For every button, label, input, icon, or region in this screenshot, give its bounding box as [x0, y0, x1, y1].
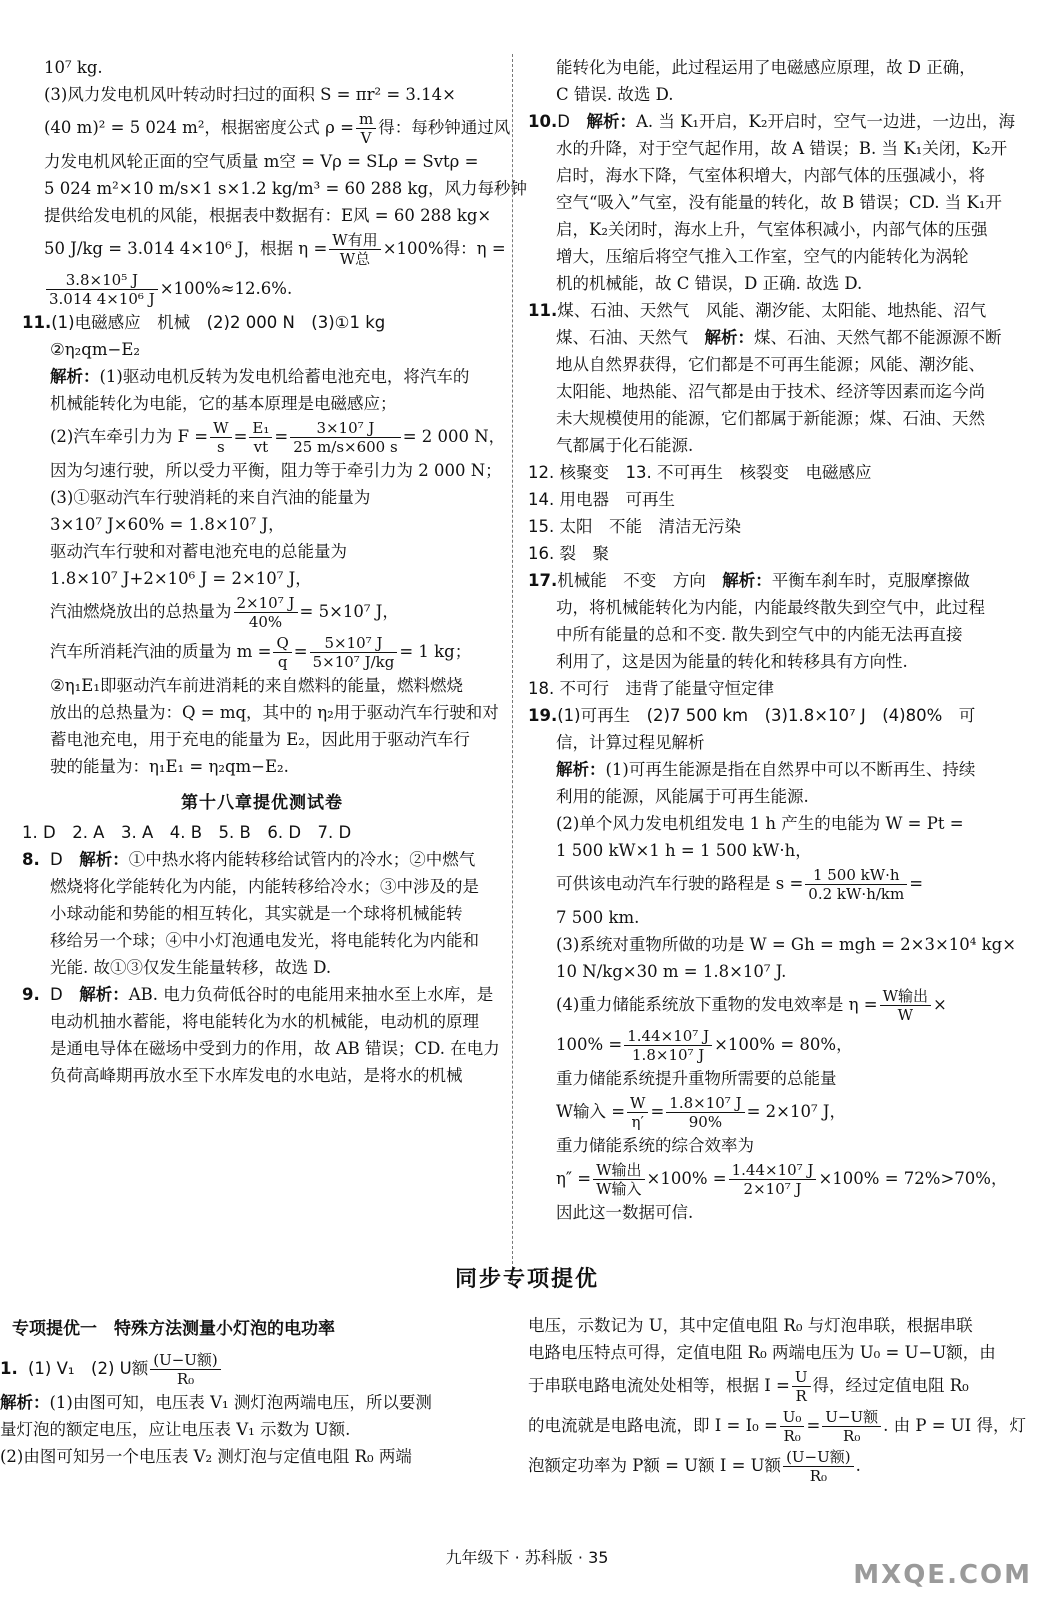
question-10-answer: 10.D 解析：A. 当 K₁开启，K₂开启时，空气一边进，一边出，海 — [528, 112, 1015, 131]
fraction: $\frac{\text{U−U额}}{\text{R₀}}$ — [822, 1408, 881, 1445]
text-line: 1 500 kW×1 h = 1 500 kW·h， — [556, 841, 812, 860]
fraction: $\frac{\text{5×10⁷ J}}{\text{5×10⁷ J/kg}}$ — [310, 634, 398, 671]
text-line: (2)汽车牵引力为 F = $\frac{W}{s}$ = $\frac{\text{E₁}}{vt}$ = $\frac{\text{3×10⁷ J}}{25 m/s\times 600 s}$ = 2 000 N， — [50, 419, 506, 456]
text-line: 10⁷ kg. — [44, 58, 103, 77]
section-title: 同步专项提优 — [454, 1267, 599, 1292]
text-line: 小球动能和势能的相互转化，其实就是一个球将机械能转 — [50, 904, 463, 923]
text-line: 机械能转化为电能，它的基本原理是电磁感应； — [50, 394, 397, 413]
question-8-answer: 8. D 解析：①中热水将内能转移给试管内的冷水；②中燃气 — [22, 850, 476, 869]
text-line: 增大，压缩后将空气推入工作室，空气的内能转化为涡轮 — [556, 247, 969, 266]
text-line: 量灯泡的额定电压，应让电压表 V₁ 示数为 U额. — [0, 1420, 351, 1439]
text-line: 重力储能系统提升重物所需要的总能量 — [556, 1069, 837, 1088]
text-line: η″ = $\frac{\text{W输出}}{\text{W输入}}$ ×100% = $\frac{\text{1.44×10⁷ J}}{\text{2×10⁷ J}}$ ×100% = 72%>70%， — [556, 1161, 1008, 1198]
text-line: 3×10⁷ J×60% = 1.8×10⁷ J， — [50, 515, 285, 534]
question-15-answer: 15. 太阳 不能 清洁无污染 — [528, 517, 741, 536]
fraction: $\frac{\text{W有用}}{\text{W总}}$ — [329, 231, 380, 268]
analysis-line: 解析：(1)可再生能源是指在自然界中可以不断再生、持续 — [556, 760, 976, 779]
fraction: $\frac{\text{3×10⁷ J}}{25 m/s\times 600 s}$ — [290, 419, 401, 456]
question-11-answer: 11.(1)电磁感应 机械 (2)2 000 N (3)①1 kg — [22, 313, 386, 332]
question-12-13-answer: 12. 核聚变 13. 不可再生 核裂变 电磁感应 — [528, 463, 872, 482]
text-line: (4)重力储能系统放下重物的发电效率是 η = $\frac{\text{W输出}}{W}$ × — [556, 987, 947, 1024]
text-line: 7 500 km. — [556, 908, 640, 927]
text-line: (3)系统对重物所做的功是 W = Gh = mgh = 2×3×10⁴ kg× — [556, 935, 1017, 954]
bottom-left-column — [0, 1312, 480, 1470]
text-line: (3)①驱动汽车行驶消耗的来自汽油的能量为 — [50, 488, 371, 507]
text-line: ②η₁E₁即驱动汽车前进消耗的来自燃料的能量，燃料燃烧 — [50, 676, 463, 695]
text-line: 机的机械能，故 C 错误，D 正确. 故选 D. — [556, 274, 863, 293]
question-1-answer: 1. (1) V₁ (2) U额 $\frac{\text{(U−U额)}}{\text{R₀}}$ — [0, 1349, 480, 1389]
text-line: 50 J/kg = 3.014 4×10⁶ J，根据 η = $\frac{\text{W有用}}{\text{W总}}$ ×100%得：η = — [44, 231, 506, 268]
text-line: 启，K₂关闭时，海水上升，气室体积减小，内部气体的压强 — [556, 220, 988, 239]
fraction: $\frac{\text{1.44×10⁷ J}}{\text{1.8×10⁷ J}}$ — [624, 1027, 712, 1064]
text-line: 气都属于化石能源. — [556, 436, 694, 455]
text-line: (2)单个风力发电机组发电 1 h 产生的电能为 W = Pt = — [556, 814, 964, 833]
chapter-18-test-title: 第十八章提优测试卷 — [181, 793, 343, 813]
text-line: 泡额定功率为 P额 = U额 I = U额 $\frac{\text{(U−U额)}}{\text{R₀}}$ . — [528, 1448, 861, 1485]
text-line: 未大规模使用的能源，它们都属于新能源；煤、石油、天然 — [556, 409, 985, 428]
special-topic-title: 专项提优一 特殊方法测量小灯泡的电功率 — [12, 1319, 335, 1339]
fraction: $\frac{\text{U₀}}{\text{R₀}}$ — [780, 1408, 805, 1445]
text-line: 太阳能、地热能、沼气都是由于技术、经济等因素而迄今尚 — [556, 382, 985, 401]
text-line: 启时，海水下降，气室体积增大，内部气体的压强减小，将 — [556, 166, 985, 185]
text-line: 可供该电动汽车行驶的路程是 s = $\frac{1 500 kW\cdot h}{0.2 kW\cdot h/km}$ = — [556, 866, 924, 903]
text-line: 负荷高峰期再放水至下水库发电的水电站，是将水的机械 — [50, 1066, 463, 1085]
text-line: 100% = $\frac{\text{1.44×10⁷ J}}{\text{1.8×10⁷ J}}$ ×100% = 80%， — [556, 1027, 853, 1064]
question-18-answer: 18. 不可行 违背了能量守恒定律 — [528, 679, 774, 698]
question-17-answer: 17.机械能 不变 方向 解析：平衡车刹车时，克服摩擦做 — [528, 571, 970, 590]
text-line: 1.8×10⁷ J+2×10⁶ J = 2×10⁷ J， — [50, 569, 312, 588]
text-line: 利用的能源，风能属于可再生能源. — [556, 787, 809, 806]
text-line: 地从自然界获得，它们都是不可再生能源；风能、潮汐能、 — [556, 355, 985, 374]
text-line: 驶的能量为：η₁E₁ = η₂qm−E₂. — [50, 757, 289, 776]
text-line: 汽车所消耗汽油的质量为 m = $\frac{Q}{q}$ = $\frac{\text{5×10⁷ J}}{\text{5×10⁷ J/kg}}$ = 1 kg； — [50, 634, 472, 671]
text-line: 提供给发电机的风能，根据表中数据有：E风 = 60 288 kg× — [44, 206, 492, 225]
fraction: $\frac{\text{1.8×10⁷ J}}{90\%}$ — [666, 1094, 744, 1131]
fraction: $\frac{\text{W输出}}{W}$ — [880, 987, 931, 1024]
fraction: $\frac{1 500 kW\cdot h}{0.2 kW\cdot h/km}$ — [805, 866, 907, 903]
text-line: 10 N/kg×30 m = 1.8×10⁷ J. — [556, 962, 787, 981]
question-9-answer: 9. D 解析：AB. 电力负荷低谷时的电能用来抽水至上水库，是 — [22, 985, 494, 1004]
question-14-answer: 14. 用电器 可再生 — [528, 490, 675, 509]
fraction: $\frac{\text{(U−U额)}}{\text{R₀}}$ — [783, 1448, 854, 1485]
text-line: 的电流就是电路电流，即 I = I₀ = $\frac{\text{U₀}}{\text{R₀}}$ = $\frac{\text{U−U额}}{\text{R₀}}$ . 由 P = UI 得，灯 — [528, 1408, 1026, 1445]
text-line: 驱动汽车行驶和对蓄电池充电的总能量为 — [50, 542, 347, 561]
fraction: $\frac{\text{1.44×10⁷ J}}{\text{2×10⁷ J}}$ — [729, 1161, 817, 1198]
text-line: C 错误. 故选 D. — [556, 85, 674, 104]
analysis-line: 解析：(1)驱动电机反转为发电机给蓄电池充电，将汽车的 — [50, 367, 470, 386]
text-line: 电动机抽水蓄能，将电能转化为水的机械能，电动机的原理 — [50, 1012, 479, 1031]
fraction: $\frac{Q}{q}$ — [273, 634, 291, 671]
fraction: $\frac{\text{3.8×10⁵ J}}{\text{3.014 4×10⁶ J}}$ — [46, 271, 158, 308]
text-line: 信，计算过程见解析 — [556, 733, 705, 752]
fraction: $\frac{\text{E₁}}{vt}$ — [249, 419, 272, 456]
text-line: 蓄电池充电，用于充电的能量为 E₂，因此用于驱动汽车行 — [50, 730, 470, 749]
text-line: 燃烧将化学能转化为内能，内能转移给冷水；③中涉及的是 — [50, 877, 479, 896]
bottom-right-column — [528, 1312, 1026, 1486]
text-line: 中所有能量的总和不变. 散失到空气中的内能无法再直接 — [556, 625, 963, 644]
text-line: 力发电机风轮正面的空气质量 m空 = Vρ = SLρ = Svtρ = — [44, 152, 479, 171]
text-line: 因此这一数据可信. — [556, 1203, 694, 1222]
multiple-choice-answers: 1. D 2. A 3. A 4. B 5. B 6. D 7. D — [22, 823, 352, 842]
text-line: $\frac{\text{3.8×10⁵ J}}{\text{3.014 4×10⁶ J}}$ ×100%≈12.6%. — [22, 269, 502, 309]
text-line: 空气“吸入”气室，没有能量的转化，故 B 错误；CD. 当 K₁开 — [556, 193, 1002, 212]
fraction: $\frac{\text{(U−U额)}}{\text{R₀}}$ — [150, 1351, 221, 1388]
text-line: (2)由图可知另一个电压表 V₂ 测灯泡与定值电阻 R₀ 两端 — [0, 1447, 412, 1466]
text-line: 移给另一个球；④中小灯泡通电发光，将电能转化为内能和 — [50, 931, 479, 950]
text-line: 水的升降，对于空气起作用，故 A 错误；B. 当 K₁关闭，K₂开 — [556, 139, 1008, 158]
text-line: 因为匀速行驶，所以受力平衡，阻力等于牵引力为 2 000 N； — [50, 461, 502, 480]
page-footer: 九年级下 · 苏科版 · 35 — [445, 1548, 609, 1567]
watermark-logo: MXQE.COM — [853, 1560, 1032, 1590]
text-line: 放出的总热量为：Q = mq，其中的 η₂用于驱动汽车行驶和对 — [50, 703, 499, 722]
text-line: 于串联电路电流处处相等，根据 I = $\frac{U}{R}$ 得，经过定值电阻 R₀ — [528, 1368, 969, 1405]
text-line: 功，将机械能转化为内能，内能最终散失到空气中，此过程 — [556, 598, 985, 617]
right-column — [528, 54, 1017, 1226]
text-line: 是通电导体在磁场中受到力的作用，故 AB 错误；CD. 在电力 — [50, 1039, 500, 1058]
question-19-answer: 19.(1)可再生 (2)7 500 km (3)1.8×10⁷ J (4)80% 可 — [528, 706, 976, 725]
question-11-answer: 11.煤、石油、天然气 风能、潮汐能、太阳能、地热能、沼气 — [528, 301, 987, 320]
text-line: W输入 = $\frac{W}{\eta'}$ = $\frac{\text{1.8×10⁷ J}}{90\%}$ = 2×10⁷ J， — [556, 1094, 846, 1131]
fraction: $\frac{m}{V}$ — [356, 110, 376, 147]
left-column — [22, 54, 528, 1089]
fraction: $\frac{U}{R}$ — [792, 1368, 811, 1405]
text-line: (3)风力发电机风叶转动时扫过的面积 S = πr² = 3.14× — [44, 85, 456, 104]
question-16-answer: 16. 裂 聚 — [528, 544, 609, 563]
text-line: 5 024 m²×10 m/s×1 s×1.2 kg/m³ = 60 288 kg，风力每秒钟 — [44, 179, 528, 198]
text-line: 重力储能系统的综合效率为 — [556, 1136, 754, 1155]
text-line: 电压，示数记为 U，其中定值电阻 R₀ 与灯泡串联，根据串联 — [528, 1316, 973, 1335]
text-line: 汽油燃烧放出的总热量为 $\frac{\text{2×10⁷ J}}{40\%}$ = 5×10⁷ J， — [50, 594, 399, 631]
column-divider — [512, 54, 513, 1284]
text-line: (40 m)² = 5 024 m²，根据密度公式 ρ = $\frac{m}{V}$ 得：每秒钟通过风 — [44, 110, 511, 147]
text-line: ②η₂qm−E₂ — [50, 340, 140, 359]
fraction: $\frac{\text{2×10⁷ J}}{40\%}$ — [234, 594, 298, 631]
fraction: $\frac{W}{\eta'}$ — [627, 1094, 648, 1131]
analysis-line: 解析：(1)由图可知，电压表 V₁ 测灯泡两端电压，所以要测 — [0, 1393, 432, 1412]
text-line: 光能. 故①③仅发生能量转移，故选 D. — [50, 958, 332, 977]
fraction: $\frac{W}{s}$ — [210, 419, 231, 456]
text-line: 能转化为电能，此过程运用了电磁感应原理，故 D 正确， — [556, 58, 976, 77]
text-line: 煤、石油、天然气 解析：煤、石油、天然气都不能源源不断 — [556, 328, 1002, 347]
text-line: 电路电压特点可得，定值电阻 R₀ 两端电压为 U₀ = U−U额，由 — [528, 1343, 996, 1362]
fraction: $\frac{\text{W输出}}{\text{W输入}}$ — [593, 1161, 644, 1198]
text-line: 利用了，这是因为能量的转化和转移具有方向性. — [556, 652, 908, 671]
